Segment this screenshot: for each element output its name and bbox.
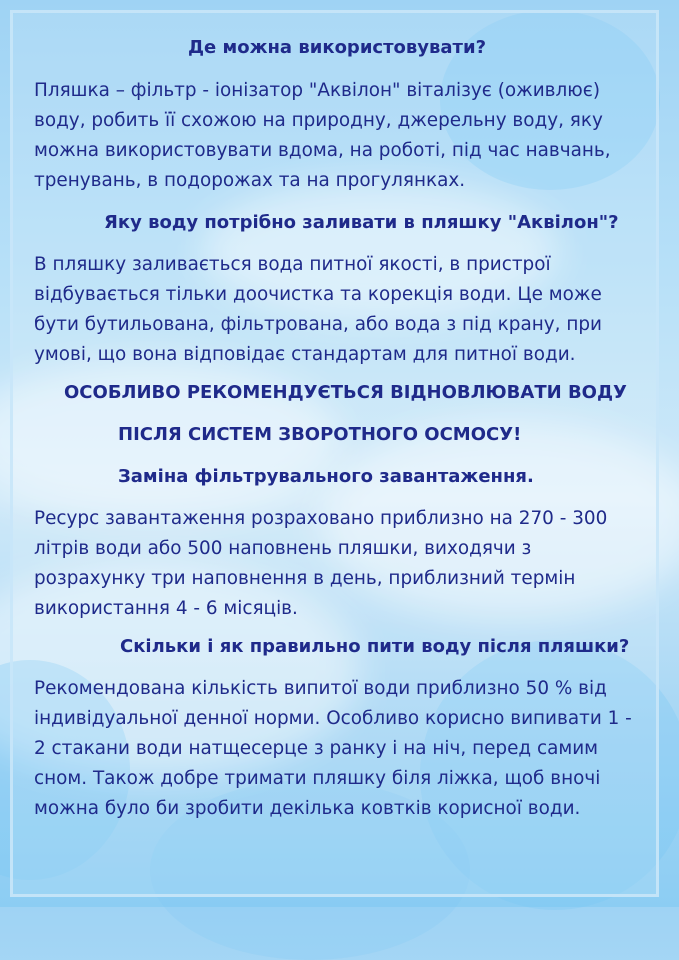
paragraph-where-to-use: Пляшка – фільтр - іонізатор "Аквілон" віталізує (оживлює) воду, робить її схожою на природну, джерельну воду, яку можна використовувати вдома, на роботі, під час навчань, тренувань, в подорожах та на прогулянках. [34, 80, 611, 191]
heading-how-to-drink: Скільки і як правильно пити воду після пляшки? [120, 636, 630, 657]
emphasis-line-1: ОСОБЛИВО РЕКОМЕНДУЄТЬСЯ ВІДНОВЛЮВАТИ ВОДУ [64, 382, 627, 403]
heading-filter-replacement: Заміна фільтрувального завантаження. [118, 466, 534, 487]
heading-where-to-use: Де можна використовувати? [188, 37, 487, 58]
paragraph-which-water: В пляшку заливається вода питної якості, в пристрої відбувається тільки доочистка та корекція води. Це може бути бутильована, фільтрована, або вода з під крану, при умові, що вона відповідає стандартам для питної води. [34, 254, 602, 365]
emphasis-line-2: ПІСЛЯ СИСТЕМ ЗВОРОТНОГО ОСМОСУ! [118, 424, 522, 445]
paragraph-filter-replacement: Ресурс завантаження розраховано приблизно на 270 - 300 літрів води або 500 наповнень пляшки, виходячи з розрахунку три наповнення в день, приблизний термін використання 4 - 6 місяців. [34, 508, 608, 619]
heading-which-water: Яку воду потрібно заливати в пляшку "Аквілон"? [104, 212, 619, 233]
paragraph-how-to-drink: Рекомендована кількість випитої води приблизно 50 % від індивідуальної денної норми. Особливо корисно випивати 1 - 2 стакани води натщесерце з ранку і на ніч, перед самим сном. Також добре тримати пляшку біля ліжка, щоб вночі можна було би зробити декілька ковтків корисної води. [34, 678, 632, 819]
